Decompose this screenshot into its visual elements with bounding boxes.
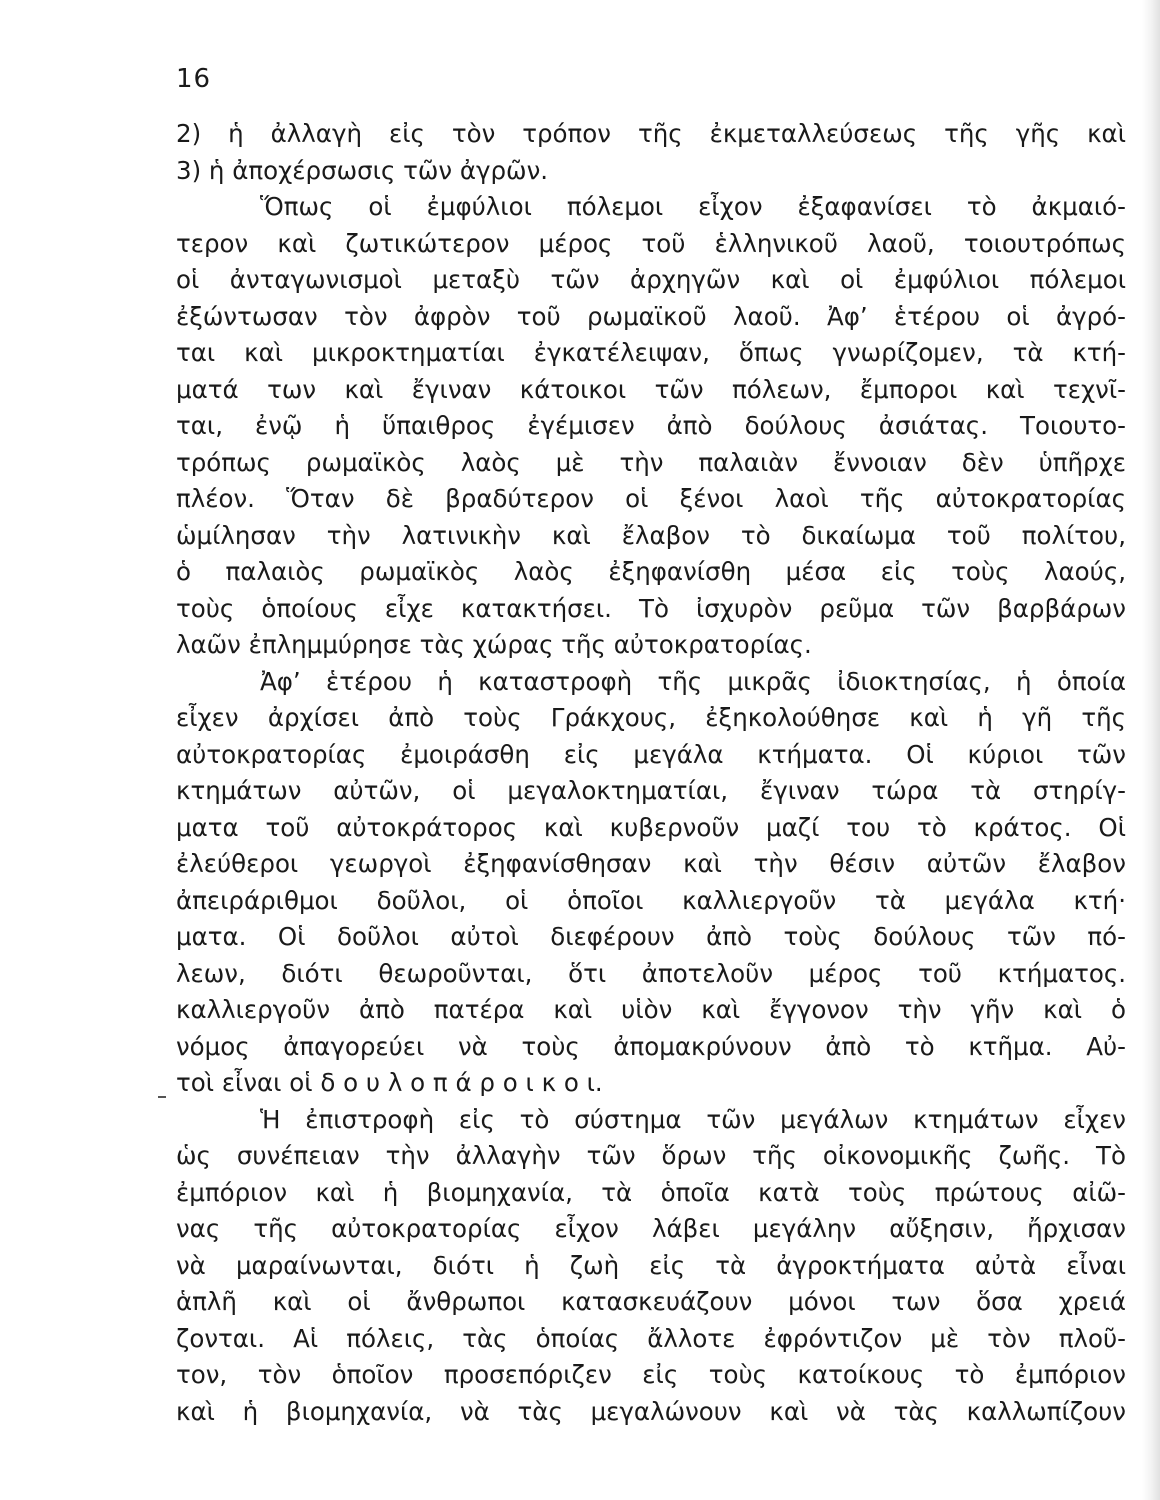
text-line: εἶχεν ἀρχίσει ἀπὸ τοὺς Γράκχους, ἐξηκολούθησε καὶ ἡ γῆ τῆς — [176, 703, 1126, 732]
text-line: τοὶ εἶναι οἱ δ ο υ λ ο π ά ρ ο ι κ ο ι. — [176, 1068, 603, 1097]
text-line: ται καὶ μικροκτηματίαι ἐγκατέλειψαν, ὅπως γνωρίζομεν, τὰ κτή- — [176, 338, 1126, 367]
paragraph-first-line: Ὅπως οἱ ἐμφύλιοι πόλεμοι εἶχον ἐξαφανίσει τὸ ἀκμαιό- — [260, 192, 1126, 221]
text-line: ἁπλῆ καὶ οἱ ἄνθρωποι κατασκευάζουν μόνοι των ὅσα χρειά — [176, 1287, 1126, 1316]
text-line: τοὺς ὁποίους εἶχε κατακτήσει. Τὸ ἰσχυρὸν ρεῦμα τῶν βαρβάρων — [176, 593, 1126, 623]
paragraph-first-line: Ἀφ’ ἑτέρου ἡ καταστροφὴ τῆς μικρᾶς ἰδιοκτησίας, ἡ ὁποία — [260, 666, 1126, 696]
text-line: κτημάτων αὐτῶν, οἱ μεγαλοκτηματίαι, ἔγιναν τώρα τὰ στηρίγ- — [176, 776, 1126, 805]
page-number: 16 — [176, 64, 212, 94]
text-line: ὡμίλησαν τὴν λατινικὴν καὶ ἔλαβον τὸ δικαίωμα τοῦ πολίτου, — [176, 520, 1126, 550]
text-line: ἐλεύθεροι γεωργοὶ ἐξηφανίσθησαν καὶ τὴν θέσιν αὐτῶν ἔλαβον — [176, 849, 1126, 878]
text-line: ζονται. Αἱ πόλεις, τὰς ὁποίας ἄλλοτε ἐφρόντιζον μὲ τὸν πλοῦ- — [176, 1323, 1126, 1353]
text-line: τον, τὸν ὁποῖον προσεπόριζεν εἰς τοὺς κατοίκους τὸ ἐμπόριον — [176, 1360, 1126, 1389]
text-line: τρόπως ρωμαϊκὸς λαὸς μὲ τὴν παλαιὰν ἔννοιαν δὲν ὑπῆρχε — [176, 447, 1126, 477]
text-line: νόμος ἀπαγορεύει νὰ τοὺς ἀπομακρύνουν ἀπὸ τὸ κτῆμα. Αὐ- — [176, 1031, 1126, 1061]
text-line: 3) ἡ ἀποχέρσωσις τῶν ἀγρῶν. — [176, 155, 549, 185]
text-line: ματα. Οἱ δοῦλοι αὐτοὶ διεφέρουν ἀπὸ τοὺς δούλους τῶν πό- — [176, 922, 1126, 951]
text-line: καὶ ἡ βιομηχανία, νὰ τὰς μεγαλώνουν καὶ νὰ τὰς καλλωπίζουν — [176, 1396, 1126, 1426]
text-line: πλέον. Ὅταν δὲ βραδύτερον οἱ ξένοι λαοὶ τῆς αὐτοκρατορίας — [176, 484, 1126, 513]
text-line: ὡς συνέπειαν τὴν ἀλλαγὴν τῶν ὅρων τῆς οἰκονομικῆς ζωῆς. Τὸ — [176, 1141, 1126, 1170]
body-text — [176, 116, 1126, 1430]
text-line: ἀπειράριθμοι δοῦλοι, οἱ ὁποῖοι καλλιεργοῦν τὰ μεγάλα κτή· — [176, 885, 1126, 915]
text-line: ὁ παλαιὸς ρωμαϊκὸς λαὸς ἐξηφανίσθη μέσα εἰς τοὺς λαούς, — [176, 557, 1126, 586]
text-line: αὐτοκρατορίας ἐμοιράσθη εἰς μεγάλα κτήματα. Οἱ κύριοι τῶν — [176, 739, 1126, 769]
margin-mark — [158, 1096, 166, 1098]
text-line: οἱ ἀνταγωνισμοὶ μεταξὺ τῶν ἀρχηγῶν καὶ οἱ ἐμφύλιοι πόλεμοι — [176, 265, 1126, 294]
text-line: ματα τοῦ αὐτοκράτορος καὶ κυβερνοῦν μαζί του τὸ κράτος. Οἱ — [176, 812, 1126, 842]
text-line: ἐμπόριον καὶ ἡ βιομηχανία, τὰ ὁποῖα κατὰ τοὺς πρώτους αἰῶ- — [176, 1177, 1126, 1207]
page-edge-shadow — [1142, 0, 1160, 1500]
text-line: ἐξώντωσαν τὸν ἀφρὸν τοῦ ρωμαϊκοῦ λαοῦ. Ἀφ’ ἑτέρου οἱ ἀγρό- — [176, 301, 1126, 331]
text-line: νας τῆς αὐτοκρατορίας εἶχον λάβει μεγάλην αὔξησιν, ἤρχισαν — [176, 1214, 1126, 1243]
text-line: νὰ μαραίνωνται, διότι ἡ ζωὴ εἰς τὰ ἀγροκτήματα αὐτὰ εἶναι — [176, 1250, 1126, 1280]
paragraph-first-line: Ἡ ἐπιστροφὴ εἰς τὸ σύστημα τῶν μεγάλων κτημάτων εἶχεν — [260, 1104, 1126, 1134]
text-line: ματά των καὶ ἔγιναν κάτοικοι τῶν πόλεων, ἔμποροι καὶ τεχνῖ- — [176, 374, 1126, 404]
text-line: λαῶν ἐπλημμύρησε τὰς χώρας τῆς αὐτοκρατορίας. — [176, 630, 812, 659]
text-line: λεων, διότι θεωροῦνται, ὅτι ἀποτελοῦν μέρος τοῦ κτήματος. — [176, 958, 1126, 988]
text-line: 2) ἡ ἀλλαγὴ εἰς τὸν τρόπον τῆς ἐκμεταλλεύσεως τῆς γῆς καὶ — [176, 119, 1126, 148]
text-line: τερον καὶ ζωτικώτερον μέρος τοῦ ἑλληνικοῦ λαοῦ, τοιουτρόπως — [176, 228, 1126, 258]
text-line: ται, ἐνῷ ἡ ὕπαιθρος ἐγέμισεν ἀπὸ δούλους ἀσιάτας. Τοιουτο- — [176, 411, 1126, 440]
text-line: καλλιεργοῦν ἀπὸ πατέρα καὶ υἱὸν καὶ ἔγγονον τὴν γῆν καὶ ὁ — [176, 995, 1126, 1024]
